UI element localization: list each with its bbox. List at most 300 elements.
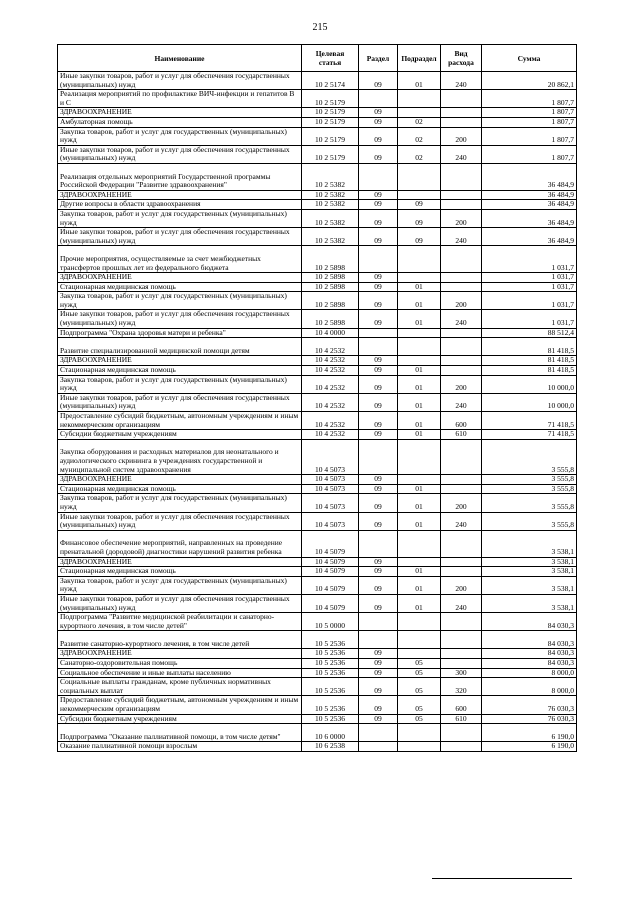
row-section-cell: 09 bbox=[359, 282, 398, 292]
header-subsection: Подраздел bbox=[398, 45, 441, 72]
row-article-cell: 10 5 0000 bbox=[302, 613, 359, 631]
row-name-cell: ЗДРАВООХРАНЕНИЕ bbox=[58, 190, 302, 200]
row-sum-cell: 10 000,0 bbox=[482, 375, 577, 393]
row-name-cell: Социальные выплаты гражданам, кроме публичных нормативных социальных выплат bbox=[58, 678, 302, 696]
row-section-cell: 09 bbox=[359, 576, 398, 594]
row-name-cell: Закупка товаров, работ и услуг для государственных (муниципальных) нужд bbox=[58, 127, 302, 145]
row-name-cell: Иные закупки товаров, работ и услуг для обеспечения государственных (муниципальных) нужд bbox=[58, 393, 302, 411]
row-article-cell: 10 4 2532 bbox=[302, 356, 359, 366]
table-row bbox=[58, 328, 577, 338]
row-name-cell: Закупка товаров, работ и услуг для государственных (муниципальных) нужд bbox=[58, 375, 302, 393]
row-section-cell: 09 bbox=[359, 557, 398, 567]
row-expense-type-cell bbox=[441, 90, 482, 108]
budget-table bbox=[57, 44, 577, 752]
row-sum-cell: 36 484,9 bbox=[482, 163, 577, 190]
row-expense-type-cell bbox=[441, 117, 482, 127]
row-section-cell: 09 bbox=[359, 668, 398, 678]
page-number: 215 bbox=[312, 22, 328, 33]
row-article-cell: 10 4 0000 bbox=[302, 328, 359, 338]
row-sum-cell: 81 418,5 bbox=[482, 338, 577, 356]
row-article-cell: 10 4 5079 bbox=[302, 530, 359, 557]
row-name-cell: Стационарная медицинская помощь bbox=[58, 366, 302, 376]
table-row bbox=[58, 742, 577, 752]
row-name-cell: Иные закупки товаров, работ и услуг для обеспечения государственных (муниципальных) нужд bbox=[58, 72, 302, 90]
row-name-cell: Стационарная медицинская помощь bbox=[58, 282, 302, 292]
row-name-cell: Предоставление субсидий бюджетным, автономным учреждениям и иным некоммерческим организациям bbox=[58, 412, 302, 430]
row-subsection-cell: 01 bbox=[398, 375, 441, 393]
table-row bbox=[58, 393, 577, 411]
row-section-cell: 09 bbox=[359, 117, 398, 127]
row-section-cell: 09 bbox=[359, 594, 398, 612]
row-name-cell: Подпрограмма "Оказание паллиативной помощи, в том числе детям" bbox=[58, 724, 302, 742]
table-row bbox=[58, 375, 577, 393]
row-expense-type-cell bbox=[441, 338, 482, 356]
row-expense-type-cell: 240 bbox=[441, 310, 482, 328]
row-article-cell: 10 2 5179 bbox=[302, 117, 359, 127]
table-row bbox=[58, 90, 577, 108]
row-sum-cell: 84 030,3 bbox=[482, 649, 577, 659]
row-article-cell: 10 5 2536 bbox=[302, 631, 359, 649]
row-expense-type-cell bbox=[441, 557, 482, 567]
row-name-cell: Закупка товаров, работ и услуг для государственных (муниципальных) нужд bbox=[58, 209, 302, 227]
row-sum-cell: 36 484,9 bbox=[482, 209, 577, 227]
table-row bbox=[58, 724, 577, 742]
row-expense-type-cell bbox=[441, 163, 482, 190]
row-name-cell: ЗДРАВООХРАНЕНИЕ bbox=[58, 356, 302, 366]
row-expense-type-cell bbox=[441, 439, 482, 474]
row-subsection-cell bbox=[398, 557, 441, 567]
row-section-cell bbox=[359, 439, 398, 474]
row-article-cell: 10 2 5382 bbox=[302, 228, 359, 246]
row-subsection-cell: 01 bbox=[398, 430, 441, 440]
row-subsection-cell: 01 bbox=[398, 72, 441, 90]
table-row bbox=[58, 412, 577, 430]
table-row bbox=[58, 366, 577, 376]
table-header-row bbox=[58, 45, 577, 72]
row-expense-type-cell: 200 bbox=[441, 494, 482, 512]
table-row bbox=[58, 512, 577, 530]
row-expense-type-cell bbox=[441, 282, 482, 292]
row-expense-type-cell: 200 bbox=[441, 576, 482, 594]
row-article-cell: 10 4 2532 bbox=[302, 366, 359, 376]
row-sum-cell: 76 030,3 bbox=[482, 714, 577, 724]
row-section-cell: 09 bbox=[359, 145, 398, 163]
row-sum-cell: 3 555,8 bbox=[482, 494, 577, 512]
row-section-cell: 09 bbox=[359, 475, 398, 485]
row-sum-cell: 71 418,5 bbox=[482, 430, 577, 440]
row-article-cell: 10 2 5382 bbox=[302, 209, 359, 227]
table-row bbox=[58, 631, 577, 649]
row-name-cell: Прочие мероприятия, осуществляемые за счет межбюджетных трансфертов прошлых лет из федерального бюджета bbox=[58, 246, 302, 273]
row-expense-type-cell bbox=[441, 724, 482, 742]
row-section-cell: 09 bbox=[359, 567, 398, 577]
row-subsection-cell bbox=[398, 273, 441, 283]
row-article-cell: 10 4 5079 bbox=[302, 594, 359, 612]
row-article-cell: 10 4 2532 bbox=[302, 412, 359, 430]
row-subsection-cell bbox=[398, 631, 441, 649]
table-row bbox=[58, 659, 577, 669]
table-row bbox=[58, 145, 577, 163]
row-name-cell: Иные закупки товаров, работ и услуг для обеспечения государственных (муниципальных) нужд bbox=[58, 512, 302, 530]
table-row bbox=[58, 310, 577, 328]
row-subsection-cell: 05 bbox=[398, 668, 441, 678]
row-article-cell: 10 5 2536 bbox=[302, 714, 359, 724]
row-sum-cell: 6 190,0 bbox=[482, 742, 577, 752]
row-subsection-cell bbox=[398, 338, 441, 356]
row-article-cell: 10 4 5079 bbox=[302, 557, 359, 567]
row-section-cell: 09 bbox=[359, 366, 398, 376]
row-expense-type-cell: 200 bbox=[441, 127, 482, 145]
row-name-cell: ЗДРАВООХРАНЕНИЕ bbox=[58, 108, 302, 118]
row-section-cell: 09 bbox=[359, 512, 398, 530]
row-subsection-cell bbox=[398, 328, 441, 338]
table-row bbox=[58, 649, 577, 659]
row-expense-type-cell bbox=[441, 190, 482, 200]
row-name-cell: Подпрограмма "Охрана здоровья матери и ребенка" bbox=[58, 328, 302, 338]
table-row bbox=[58, 484, 577, 494]
row-article-cell: 10 2 5898 bbox=[302, 292, 359, 310]
row-name-cell: Иные закупки товаров, работ и услуг для обеспечения государственных (муниципальных) нужд bbox=[58, 310, 302, 328]
row-section-cell: 09 bbox=[359, 484, 398, 494]
row-name-cell: ЗДРАВООХРАНЕНИЕ bbox=[58, 273, 302, 283]
row-subsection-cell bbox=[398, 246, 441, 273]
row-expense-type-cell: 300 bbox=[441, 668, 482, 678]
table-row bbox=[58, 246, 577, 273]
row-section-cell bbox=[359, 246, 398, 273]
row-section-cell: 09 bbox=[359, 659, 398, 669]
header-expense-type: Вид расхода bbox=[441, 45, 482, 72]
row-expense-type-cell: 610 bbox=[441, 430, 482, 440]
row-sum-cell: 1 807,7 bbox=[482, 108, 577, 118]
row-sum-cell: 36 484,9 bbox=[482, 228, 577, 246]
row-name-cell: Иные закупки товаров, работ и услуг для обеспечения государственных (муниципальных) нужд bbox=[58, 145, 302, 163]
row-section-cell: 09 bbox=[359, 696, 398, 714]
table-row bbox=[58, 282, 577, 292]
row-name-cell: Предоставление субсидий бюджетным, автономным учреждениям и иным некоммерческим организациям bbox=[58, 696, 302, 714]
table-row bbox=[58, 594, 577, 612]
row-section-cell: 09 bbox=[359, 494, 398, 512]
table-row bbox=[58, 273, 577, 283]
header-name: Наименование bbox=[58, 45, 302, 72]
row-article-cell: 10 5 2536 bbox=[302, 659, 359, 669]
row-article-cell: 10 4 5073 bbox=[302, 484, 359, 494]
row-expense-type-cell bbox=[441, 484, 482, 494]
row-name-cell: ЗДРАВООХРАНЕНИЕ bbox=[58, 649, 302, 659]
row-name-cell: Реализация отдельных мероприятий Государственной программы Российской Федерации "Развитие здравоохранения" bbox=[58, 163, 302, 190]
row-section-cell bbox=[359, 163, 398, 190]
table-row bbox=[58, 557, 577, 567]
row-expense-type-cell bbox=[441, 649, 482, 659]
row-section-cell: 09 bbox=[359, 356, 398, 366]
row-section-cell: 09 bbox=[359, 714, 398, 724]
row-expense-type-cell bbox=[441, 366, 482, 376]
row-section-cell: 09 bbox=[359, 108, 398, 118]
row-expense-type-cell bbox=[441, 613, 482, 631]
row-article-cell: 10 6 0000 bbox=[302, 724, 359, 742]
row-expense-type-cell bbox=[441, 328, 482, 338]
row-sum-cell: 3 555,8 bbox=[482, 512, 577, 530]
row-section-cell: 09 bbox=[359, 200, 398, 210]
row-subsection-cell: 01 bbox=[398, 484, 441, 494]
row-expense-type-cell bbox=[441, 567, 482, 577]
table-row bbox=[58, 292, 577, 310]
header-section: Раздел bbox=[359, 45, 398, 72]
row-article-cell: 10 2 5179 bbox=[302, 108, 359, 118]
table-row bbox=[58, 190, 577, 200]
table-row bbox=[58, 714, 577, 724]
row-section-cell bbox=[359, 338, 398, 356]
row-article-cell: 10 2 5898 bbox=[302, 273, 359, 283]
row-name-cell: Иные закупки товаров, работ и услуг для обеспечения государственных (муниципальных) нужд bbox=[58, 228, 302, 246]
row-name-cell: Другие вопросы в области здравоохранения bbox=[58, 200, 302, 210]
row-name-cell: Закупка товаров, работ и услуг для государственных (муниципальных) нужд bbox=[58, 494, 302, 512]
row-article-cell: 10 5 2536 bbox=[302, 668, 359, 678]
table-row bbox=[58, 127, 577, 145]
row-sum-cell: 71 418,5 bbox=[482, 412, 577, 430]
table-row bbox=[58, 228, 577, 246]
row-section-cell bbox=[359, 613, 398, 631]
row-sum-cell: 1 031,7 bbox=[482, 273, 577, 283]
header-sum: Сумма bbox=[482, 45, 577, 72]
row-sum-cell: 3 538,1 bbox=[482, 557, 577, 567]
row-name-cell: ЗДРАВООХРАНЕНИЕ bbox=[58, 475, 302, 485]
row-subsection-cell bbox=[398, 613, 441, 631]
row-sum-cell: 1 031,7 bbox=[482, 246, 577, 273]
row-article-cell: 10 4 2532 bbox=[302, 375, 359, 393]
row-section-cell bbox=[359, 631, 398, 649]
row-name-cell: Закупка товаров, работ и услуг для государственных (муниципальных) нужд bbox=[58, 576, 302, 594]
row-section-cell: 09 bbox=[359, 190, 398, 200]
row-sum-cell: 1 807,7 bbox=[482, 145, 577, 163]
row-subsection-cell: 09 bbox=[398, 209, 441, 227]
row-sum-cell: 3 538,1 bbox=[482, 576, 577, 594]
row-subsection-cell: 05 bbox=[398, 696, 441, 714]
row-subsection-cell: 02 bbox=[398, 117, 441, 127]
row-article-cell: 10 4 2532 bbox=[302, 338, 359, 356]
table-row bbox=[58, 613, 577, 631]
row-name-cell: Реализация мероприятий по профилактике ВИЧ-инфекции и гепатитов В и С bbox=[58, 90, 302, 108]
row-subsection-cell: 01 bbox=[398, 310, 441, 328]
row-expense-type-cell: 240 bbox=[441, 72, 482, 90]
row-expense-type-cell bbox=[441, 246, 482, 273]
row-name-cell: Субсидии бюджетным учреждениям bbox=[58, 714, 302, 724]
row-expense-type-cell bbox=[441, 530, 482, 557]
row-subsection-cell bbox=[398, 108, 441, 118]
row-article-cell: 10 4 2532 bbox=[302, 393, 359, 411]
row-expense-type-cell bbox=[441, 742, 482, 752]
row-subsection-cell: 02 bbox=[398, 145, 441, 163]
row-article-cell: 10 4 5079 bbox=[302, 567, 359, 577]
row-expense-type-cell: 200 bbox=[441, 292, 482, 310]
table-row bbox=[58, 209, 577, 227]
row-sum-cell: 8 000,0 bbox=[482, 668, 577, 678]
row-article-cell: 10 4 5073 bbox=[302, 439, 359, 474]
table-row bbox=[58, 567, 577, 577]
row-name-cell: Закупка товаров, работ и услуг для государственных (муниципальных) нужд bbox=[58, 292, 302, 310]
row-sum-cell: 10 000,0 bbox=[482, 393, 577, 411]
row-sum-cell: 1 031,7 bbox=[482, 282, 577, 292]
row-article-cell: 10 2 5179 bbox=[302, 145, 359, 163]
row-name-cell: Амбулаторная помощь bbox=[58, 117, 302, 127]
header-article: Целевая статья bbox=[302, 45, 359, 72]
row-section-cell: 09 bbox=[359, 430, 398, 440]
row-sum-cell: 1 031,7 bbox=[482, 292, 577, 310]
row-sum-cell: 20 862,1 bbox=[482, 72, 577, 90]
row-sum-cell: 1 807,7 bbox=[482, 127, 577, 145]
table-row bbox=[58, 356, 577, 366]
row-expense-type-cell: 200 bbox=[441, 375, 482, 393]
row-subsection-cell bbox=[398, 724, 441, 742]
row-subsection-cell: 01 bbox=[398, 594, 441, 612]
row-subsection-cell bbox=[398, 356, 441, 366]
row-sum-cell: 3 555,8 bbox=[482, 475, 577, 485]
row-subsection-cell bbox=[398, 649, 441, 659]
row-sum-cell: 3 538,1 bbox=[482, 567, 577, 577]
row-subsection-cell: 05 bbox=[398, 714, 441, 724]
row-subsection-cell: 01 bbox=[398, 512, 441, 530]
row-subsection-cell: 01 bbox=[398, 494, 441, 512]
row-sum-cell: 1 807,7 bbox=[482, 117, 577, 127]
row-article-cell: 10 2 5898 bbox=[302, 310, 359, 328]
row-sum-cell: 76 030,3 bbox=[482, 696, 577, 714]
row-subsection-cell: 01 bbox=[398, 576, 441, 594]
row-section-cell: 09 bbox=[359, 273, 398, 283]
row-article-cell: 10 6 2538 bbox=[302, 742, 359, 752]
row-article-cell: 10 4 5073 bbox=[302, 512, 359, 530]
row-section-cell: 09 bbox=[359, 375, 398, 393]
row-expense-type-cell: 610 bbox=[441, 714, 482, 724]
row-name-cell: Стационарная медицинская помощь bbox=[58, 567, 302, 577]
row-subsection-cell: 01 bbox=[398, 567, 441, 577]
table-row bbox=[58, 696, 577, 714]
row-sum-cell: 36 484,9 bbox=[482, 200, 577, 210]
row-name-cell: Финансовое обеспечение мероприятий, направленных на проведение пренатальной (дородовой) диагностики нарушений развития ребенка bbox=[58, 530, 302, 557]
table-row bbox=[58, 530, 577, 557]
row-section-cell: 09 bbox=[359, 292, 398, 310]
row-expense-type-cell: 200 bbox=[441, 209, 482, 227]
row-section-cell bbox=[359, 742, 398, 752]
row-article-cell: 10 4 2532 bbox=[302, 430, 359, 440]
row-article-cell: 10 2 5898 bbox=[302, 246, 359, 273]
row-subsection-cell bbox=[398, 742, 441, 752]
row-article-cell: 10 5 2536 bbox=[302, 696, 359, 714]
row-article-cell: 10 5 2536 bbox=[302, 678, 359, 696]
row-article-cell: 10 2 5179 bbox=[302, 127, 359, 145]
row-sum-cell: 84 030,3 bbox=[482, 631, 577, 649]
row-subsection-cell: 01 bbox=[398, 282, 441, 292]
row-section-cell bbox=[359, 328, 398, 338]
row-sum-cell: 1 807,7 bbox=[482, 90, 577, 108]
row-subsection-cell bbox=[398, 163, 441, 190]
row-section-cell: 09 bbox=[359, 649, 398, 659]
table-row bbox=[58, 200, 577, 210]
row-sum-cell: 3 555,8 bbox=[482, 439, 577, 474]
row-expense-type-cell: 240 bbox=[441, 228, 482, 246]
row-expense-type-cell bbox=[441, 273, 482, 283]
row-expense-type-cell bbox=[441, 108, 482, 118]
row-section-cell: 09 bbox=[359, 228, 398, 246]
row-sum-cell: 84 030,3 bbox=[482, 659, 577, 669]
row-sum-cell: 36 484,9 bbox=[482, 190, 577, 200]
row-subsection-cell: 05 bbox=[398, 659, 441, 669]
row-section-cell bbox=[359, 530, 398, 557]
row-name-cell: Социальное обеспечение и иные выплаты населению bbox=[58, 668, 302, 678]
row-name-cell: Закупка оборудования и расходных материалов для неонатального и аудиологического скрининга в учреждениях государственной и муниципальной систем здравоохранения bbox=[58, 439, 302, 474]
table-row bbox=[58, 668, 577, 678]
row-expense-type-cell bbox=[441, 475, 482, 485]
table-row bbox=[58, 108, 577, 118]
row-section-cell: 09 bbox=[359, 412, 398, 430]
row-section-cell: 09 bbox=[359, 393, 398, 411]
row-subsection-cell: 01 bbox=[398, 292, 441, 310]
row-sum-cell: 88 512,4 bbox=[482, 328, 577, 338]
row-sum-cell: 3 538,1 bbox=[482, 530, 577, 557]
table-row bbox=[58, 576, 577, 594]
row-expense-type-cell: 240 bbox=[441, 512, 482, 530]
row-sum-cell: 81 418,5 bbox=[482, 366, 577, 376]
row-subsection-cell: 01 bbox=[398, 366, 441, 376]
table-row bbox=[58, 678, 577, 696]
row-sum-cell: 6 190,0 bbox=[482, 724, 577, 742]
row-sum-cell: 1 031,7 bbox=[482, 310, 577, 328]
row-article-cell: 10 4 5079 bbox=[302, 576, 359, 594]
row-name-cell: Иные закупки товаров, работ и услуг для обеспечения государственных (муниципальных) нужд bbox=[58, 594, 302, 612]
row-name-cell: ЗДРАВООХРАНЕНИЕ bbox=[58, 557, 302, 567]
row-subsection-cell bbox=[398, 190, 441, 200]
row-name-cell: Подпрограмма "Развитие медицинской реабилитации и санаторно-курортного лечения, в том числе детей" bbox=[58, 613, 302, 631]
row-subsection-cell bbox=[398, 439, 441, 474]
row-subsection-cell bbox=[398, 90, 441, 108]
row-article-cell: 10 5 2536 bbox=[302, 649, 359, 659]
row-subsection-cell bbox=[398, 475, 441, 485]
row-section-cell bbox=[359, 724, 398, 742]
row-expense-type-cell: 240 bbox=[441, 594, 482, 612]
table-row bbox=[58, 72, 577, 90]
row-expense-type-cell bbox=[441, 631, 482, 649]
row-expense-type-cell: 240 bbox=[441, 393, 482, 411]
row-section-cell: 09 bbox=[359, 310, 398, 328]
row-subsection-cell: 01 bbox=[398, 393, 441, 411]
row-expense-type-cell: 240 bbox=[441, 145, 482, 163]
table-row bbox=[58, 338, 577, 356]
row-sum-cell: 3 538,1 bbox=[482, 594, 577, 612]
table-row bbox=[58, 475, 577, 485]
row-subsection-cell: 09 bbox=[398, 200, 441, 210]
row-name-cell: Развитие специализированной медицинской помощи детям bbox=[58, 338, 302, 356]
table-row bbox=[58, 163, 577, 190]
row-name-cell: Субсидии бюджетным учреждениям bbox=[58, 430, 302, 440]
row-article-cell: 10 2 5174 bbox=[302, 72, 359, 90]
row-section-cell: 09 bbox=[359, 209, 398, 227]
row-sum-cell: 81 418,5 bbox=[482, 356, 577, 366]
row-subsection-cell: 05 bbox=[398, 678, 441, 696]
row-subsection-cell: 09 bbox=[398, 228, 441, 246]
row-subsection-cell: 02 bbox=[398, 127, 441, 145]
row-article-cell: 10 2 5382 bbox=[302, 190, 359, 200]
row-name-cell: Стационарная медицинская помощь bbox=[58, 484, 302, 494]
row-name-cell: Санаторно-оздоровительная помощь bbox=[58, 659, 302, 669]
row-article-cell: 10 2 5382 bbox=[302, 163, 359, 190]
row-section-cell: 09 bbox=[359, 678, 398, 696]
row-expense-type-cell bbox=[441, 659, 482, 669]
row-article-cell: 10 4 5073 bbox=[302, 475, 359, 485]
row-sum-cell: 3 555,8 bbox=[482, 484, 577, 494]
row-expense-type-cell: 600 bbox=[441, 412, 482, 430]
row-expense-type-cell bbox=[441, 356, 482, 366]
row-name-cell: Оказание паллиативной помощи взрослым bbox=[58, 742, 302, 752]
row-subsection-cell: 01 bbox=[398, 412, 441, 430]
row-sum-cell: 84 030,3 bbox=[482, 613, 577, 631]
